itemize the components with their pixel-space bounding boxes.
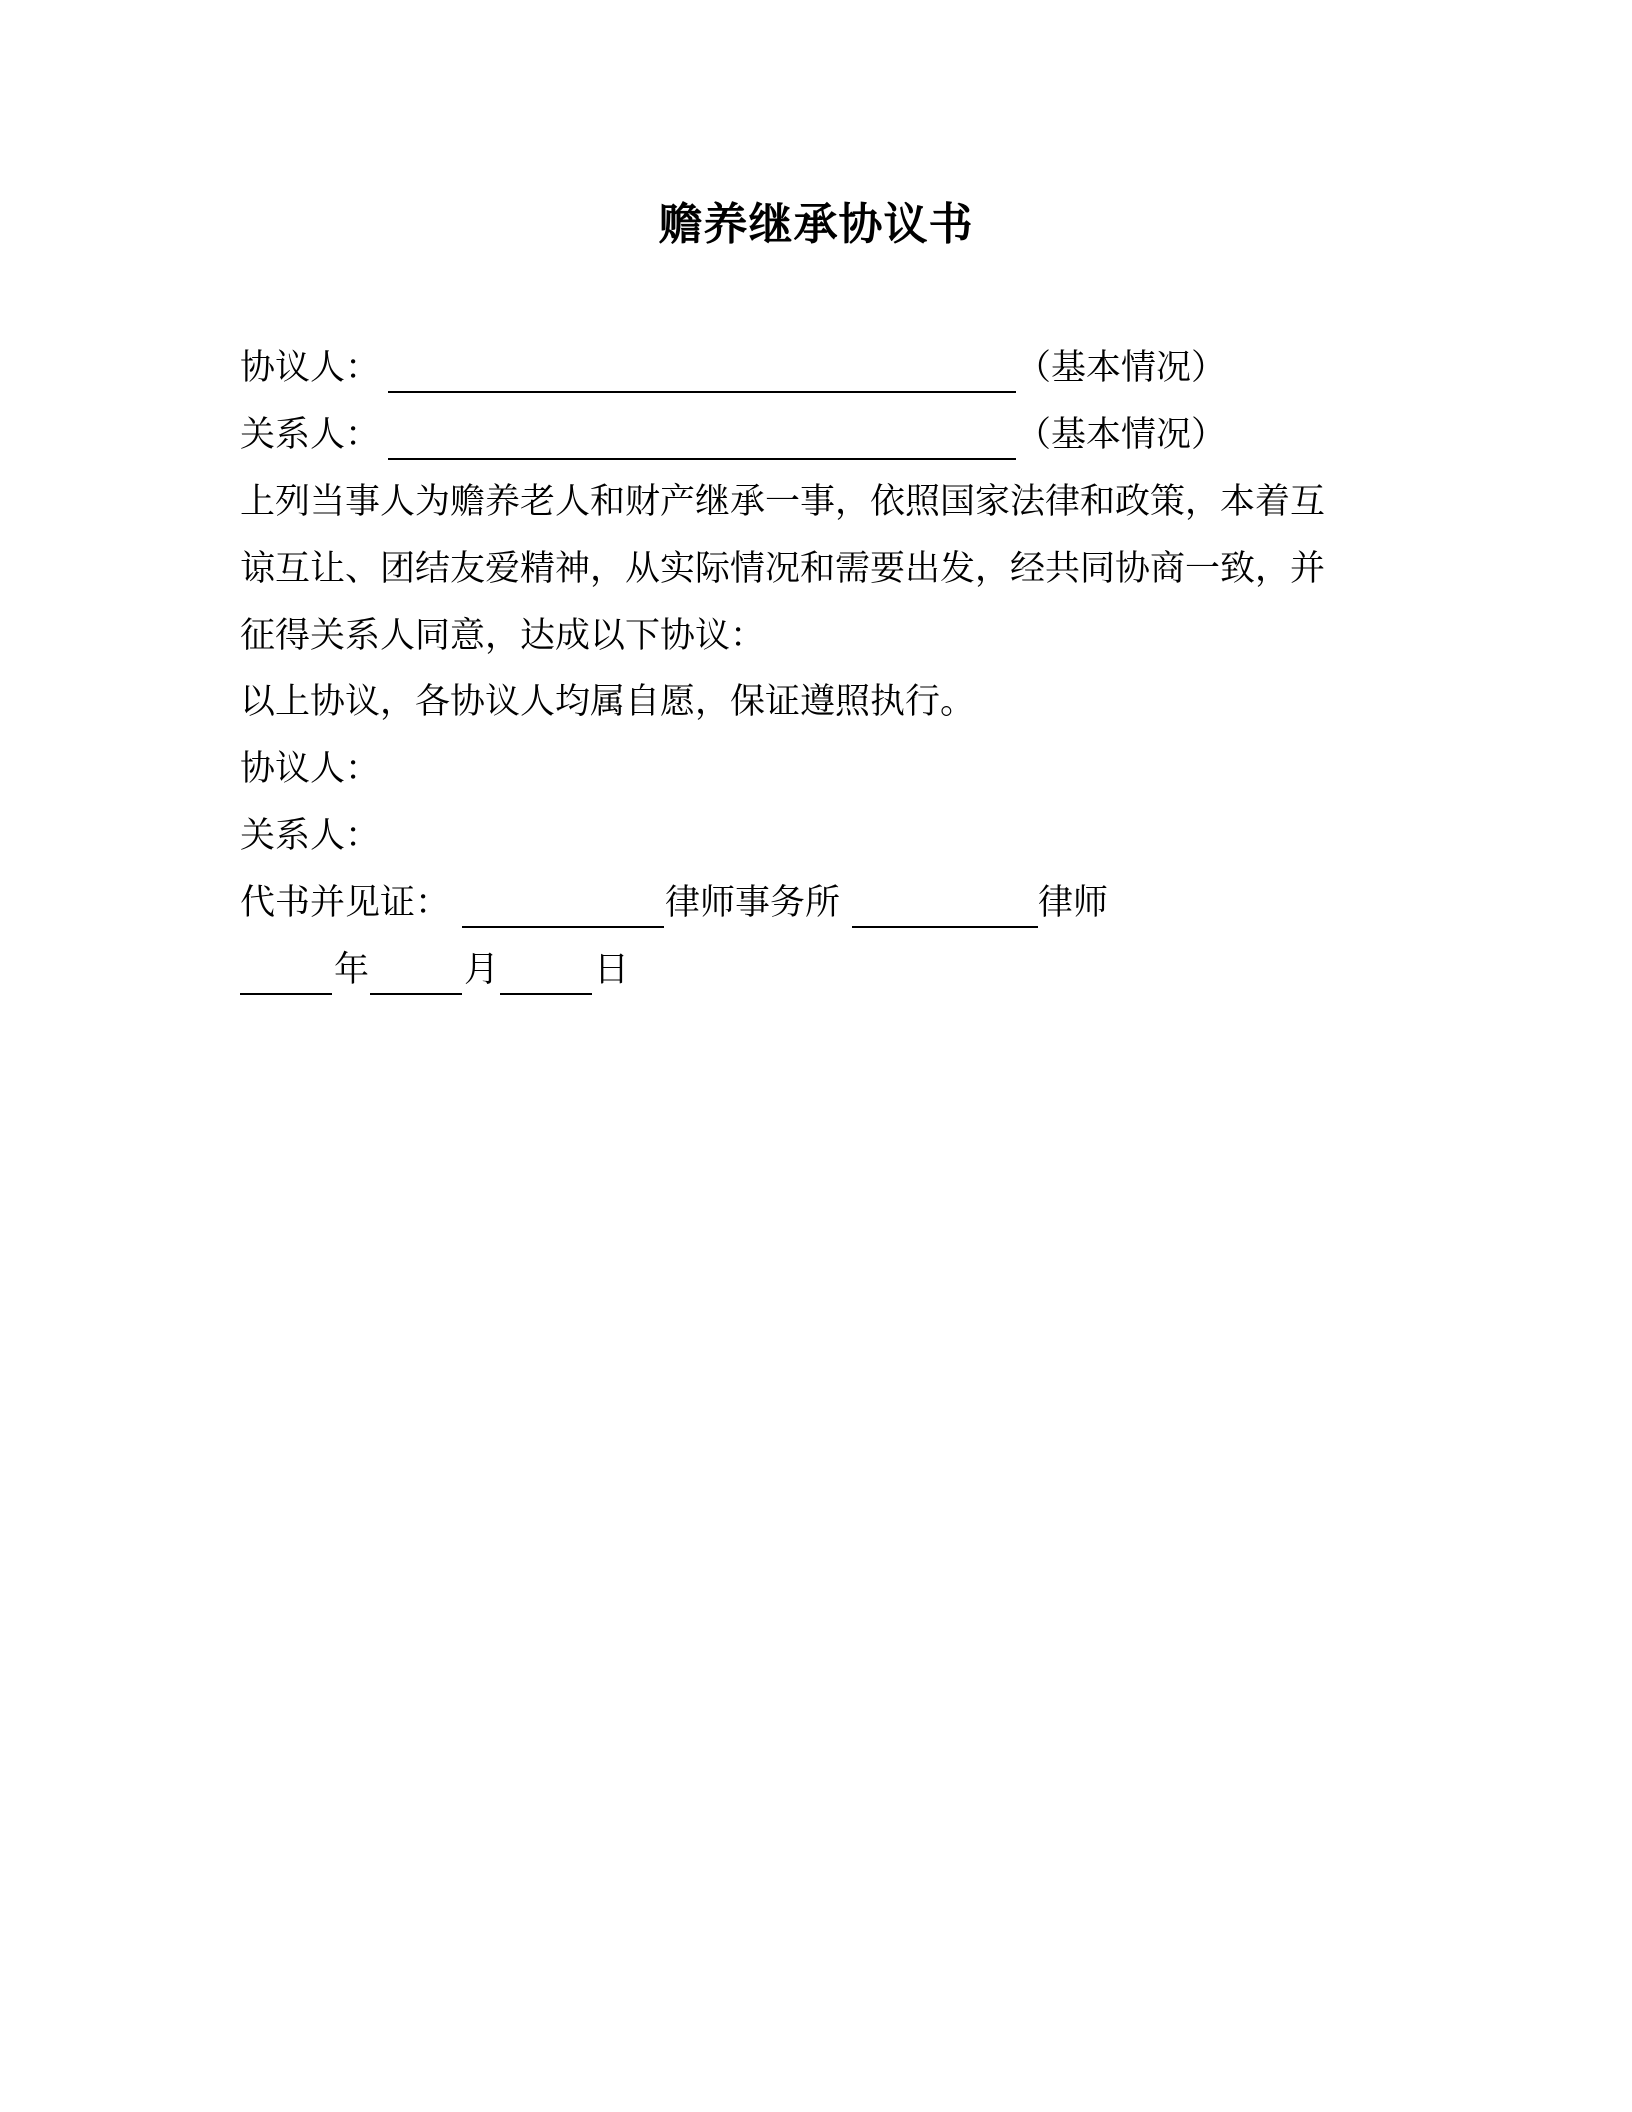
law-firm-label: 律师事务所 bbox=[665, 883, 841, 923]
month-label: 月 bbox=[464, 950, 500, 990]
witness-label: 代书并见证： bbox=[240, 883, 451, 923]
paragraph-line-1: 上列当事人为赡养老人和财产继承一事，依照国家法律和政策，本着互 bbox=[240, 482, 1326, 522]
lawyer-label: 律师 bbox=[1038, 883, 1109, 923]
paragraph-line-3: 征得关系人同意，达成以下协议： bbox=[240, 616, 766, 656]
related-note: （基本情况） bbox=[1016, 415, 1227, 455]
year-blank-line bbox=[240, 993, 332, 995]
witness-row bbox=[240, 878, 1140, 928]
law-firm-blank-line bbox=[462, 926, 664, 928]
day-label: 日 bbox=[594, 950, 630, 990]
page-title: 赡养继承协议书 bbox=[658, 199, 974, 250]
closing-statement: 以上协议，各协议人均属自愿，保证遵照执行。 bbox=[240, 682, 976, 722]
related-blank-line bbox=[388, 458, 1016, 460]
related-row bbox=[240, 410, 1240, 460]
related-label: 关系人： bbox=[240, 415, 381, 455]
date-row bbox=[240, 945, 740, 995]
paragraph-line-2: 谅互让、团结友爱精神，从实际情况和需要出发，经共同协商一致，并 bbox=[240, 549, 1326, 589]
party-note: （基本情况） bbox=[1016, 348, 1227, 388]
party-row bbox=[240, 343, 1240, 393]
party-label: 协议人： bbox=[240, 348, 381, 388]
sign-party-label: 协议人： bbox=[240, 749, 381, 789]
year-label: 年 bbox=[334, 950, 370, 990]
month-blank-line bbox=[370, 993, 462, 995]
sign-related-label: 关系人： bbox=[240, 816, 381, 856]
day-blank-line bbox=[500, 993, 592, 995]
lawyer-blank-line bbox=[852, 926, 1038, 928]
party-blank-line bbox=[388, 391, 1016, 393]
